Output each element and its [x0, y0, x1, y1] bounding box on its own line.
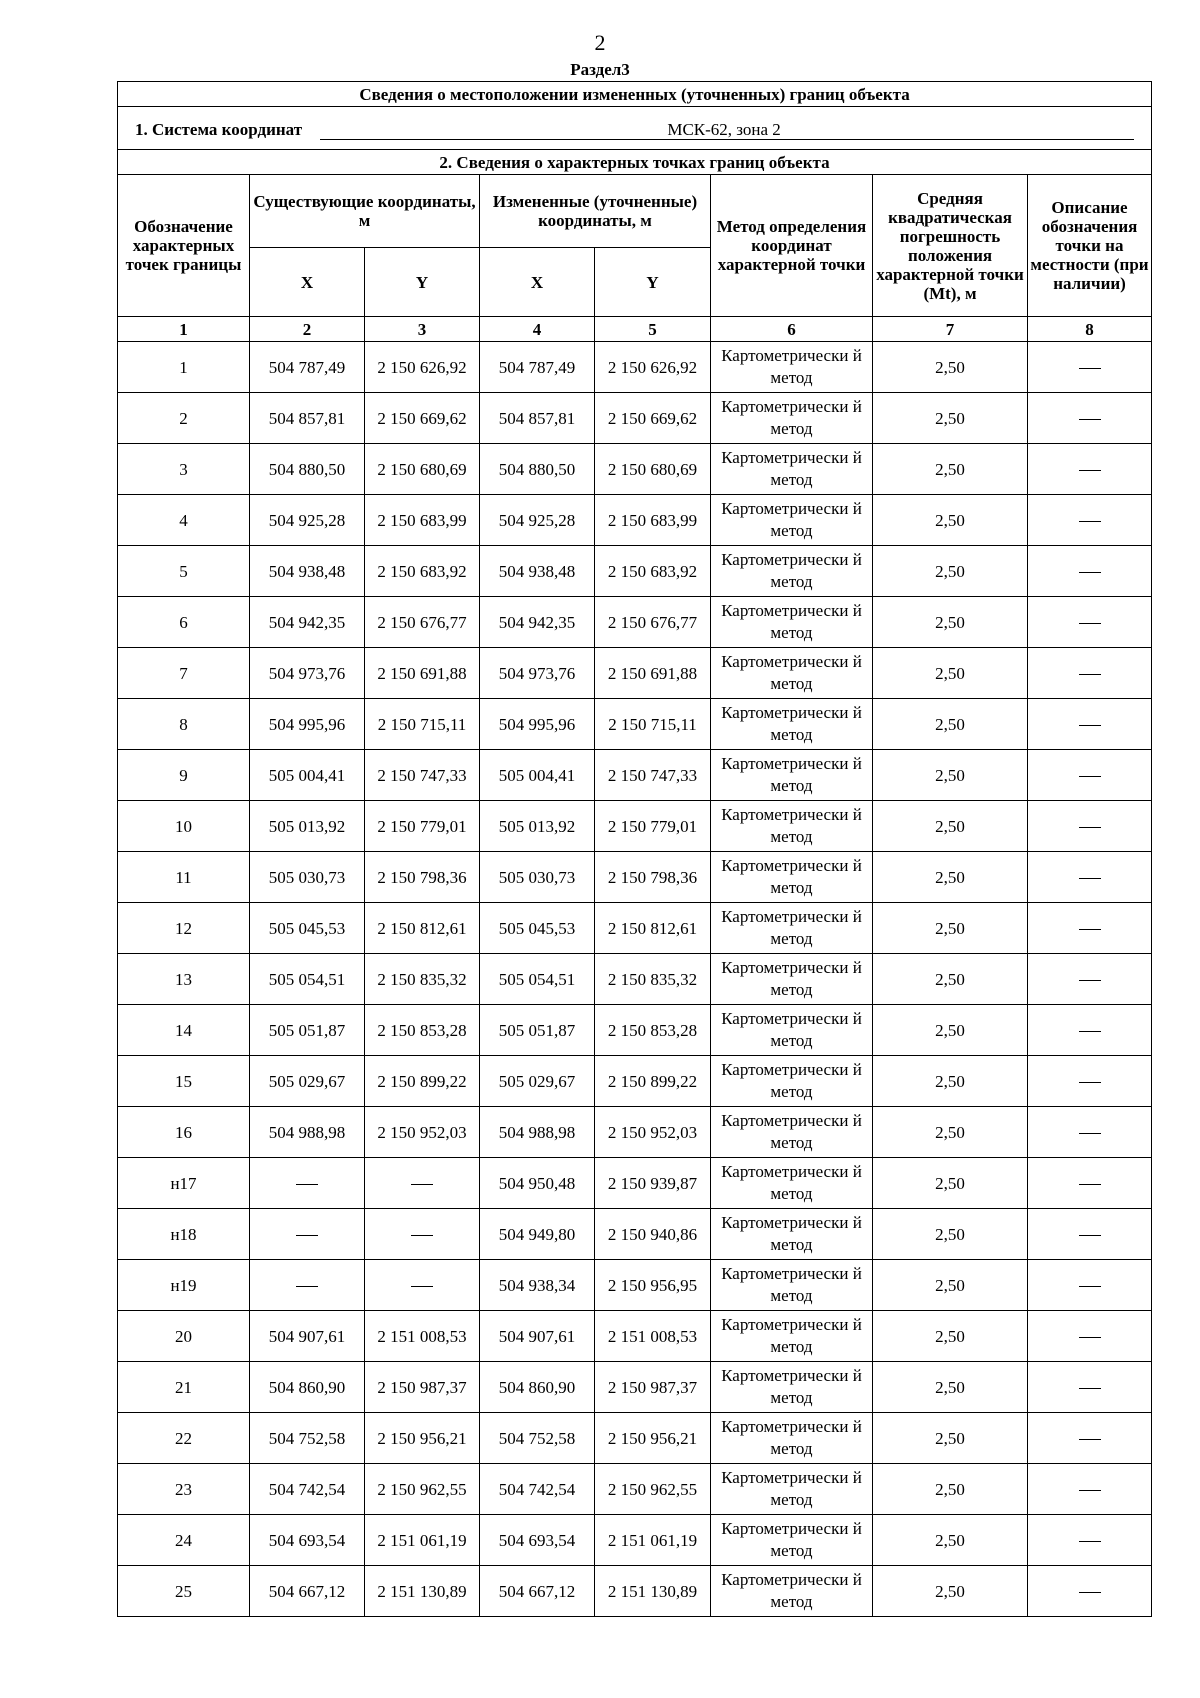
header-existing-x: X: [250, 248, 365, 317]
cell-error: 2,50: [873, 1515, 1028, 1566]
cell-point: 20: [118, 1311, 250, 1362]
cell-point: 1: [118, 342, 250, 393]
cell-method: Картометрически й метод: [711, 495, 873, 546]
empty-dash: [1079, 878, 1101, 879]
cell-existing-x: 504 942,35: [250, 597, 365, 648]
cell-changed-y: 2 150 680,69: [595, 444, 711, 495]
cell-method: Картометрически й метод: [711, 1107, 873, 1158]
cell-changed-y: 2 150 683,99: [595, 495, 711, 546]
cell-existing-y: 2 150 626,92: [365, 342, 480, 393]
table-row: [118, 1005, 1152, 1056]
header-method: Метод определения координат характерной точки: [711, 175, 873, 317]
boundary-points-table: [117, 81, 1152, 1617]
table-row: [118, 1158, 1152, 1209]
cell-changed-x: 504 860,90: [480, 1362, 595, 1413]
table-row: [118, 444, 1152, 495]
cell-existing-y: [365, 1209, 480, 1260]
cell-description: [1028, 393, 1152, 444]
points-title: 2. Сведения о характерных точках границ объекта: [118, 150, 1152, 175]
cell-existing-x: 504 667,12: [250, 1566, 365, 1617]
cell-changed-x: 504 950,48: [480, 1158, 595, 1209]
column-number: 1: [118, 317, 250, 342]
cell-point: 21: [118, 1362, 250, 1413]
cell-changed-y: 2 151 061,19: [595, 1515, 711, 1566]
cell-changed-x: 504 938,48: [480, 546, 595, 597]
cell-existing-x: 504 995,96: [250, 699, 365, 750]
cell-existing-y: 2 150 899,22: [365, 1056, 480, 1107]
empty-dash: [1079, 1592, 1101, 1593]
empty-dash: [1079, 827, 1101, 828]
cell-description: [1028, 444, 1152, 495]
cell-method: Картометрически й метод: [711, 1413, 873, 1464]
empty-dash: [1079, 1235, 1101, 1236]
cell-changed-x: 504 857,81: [480, 393, 595, 444]
cell-existing-y: 2 151 008,53: [365, 1311, 480, 1362]
empty-dash: [296, 1184, 318, 1185]
cell-method: Картометрически й метод: [711, 1515, 873, 1566]
empty-dash: [1079, 1031, 1101, 1032]
cell-error: 2,50: [873, 495, 1028, 546]
cell-changed-y: 2 150 956,21: [595, 1413, 711, 1464]
cell-changed-x: 505 029,67: [480, 1056, 595, 1107]
cell-existing-y: 2 150 835,32: [365, 954, 480, 1005]
cell-existing-x: 504 925,28: [250, 495, 365, 546]
table-row: [118, 750, 1152, 801]
cell-existing-x: 505 004,41: [250, 750, 365, 801]
column-number: 6: [711, 317, 873, 342]
cell-point: н19: [118, 1260, 250, 1311]
cell-description: [1028, 1158, 1152, 1209]
cell-existing-y: 2 150 683,99: [365, 495, 480, 546]
cell-description: [1028, 1260, 1152, 1311]
empty-dash: [1079, 674, 1101, 675]
cell-point: 10: [118, 801, 250, 852]
table-row: [118, 1209, 1152, 1260]
table-row: [118, 495, 1152, 546]
empty-dash: [1079, 1337, 1101, 1338]
cell-method: Картометрически й метод: [711, 1362, 873, 1413]
header-description: Описание обозначения точки на местности (при наличии): [1028, 175, 1152, 317]
cell-error: 2,50: [873, 648, 1028, 699]
cell-point: н18: [118, 1209, 250, 1260]
cell-changed-x: 504 949,80: [480, 1209, 595, 1260]
empty-dash: [1079, 623, 1101, 624]
cell-method: Картометрически й метод: [711, 852, 873, 903]
cell-existing-x: 504 907,61: [250, 1311, 365, 1362]
cell-description: [1028, 546, 1152, 597]
column-number: 8: [1028, 317, 1152, 342]
cell-changed-x: 504 988,98: [480, 1107, 595, 1158]
empty-dash: [1079, 368, 1101, 369]
cell-error: 2,50: [873, 444, 1028, 495]
empty-dash: [1079, 521, 1101, 522]
cell-changed-y: 2 150 956,95: [595, 1260, 711, 1311]
cell-existing-x: 504 973,76: [250, 648, 365, 699]
cell-description: [1028, 1515, 1152, 1566]
cell-changed-y: 2 150 626,92: [595, 342, 711, 393]
cell-changed-y: 2 151 130,89: [595, 1566, 711, 1617]
table-row: [118, 1260, 1152, 1311]
cell-existing-x: [250, 1260, 365, 1311]
cell-existing-y: 2 150 680,69: [365, 444, 480, 495]
cell-changed-y: 2 150 899,22: [595, 1056, 711, 1107]
cell-error: 2,50: [873, 342, 1028, 393]
cell-changed-x: 504 925,28: [480, 495, 595, 546]
table-row: [118, 546, 1152, 597]
cell-changed-y: 2 150 779,01: [595, 801, 711, 852]
cell-error: 2,50: [873, 1311, 1028, 1362]
cell-description: [1028, 1209, 1152, 1260]
empty-dash: [1079, 929, 1101, 930]
cell-description: [1028, 954, 1152, 1005]
table-row: [118, 954, 1152, 1005]
cell-changed-x: 504 995,96: [480, 699, 595, 750]
header-existing-y: Y: [365, 248, 480, 317]
column-number: 7: [873, 317, 1028, 342]
section-title: Раздел3: [570, 60, 630, 79]
cell-description: [1028, 1413, 1152, 1464]
cell-changed-x: 505 030,73: [480, 852, 595, 903]
cell-error: 2,50: [873, 1362, 1028, 1413]
cell-existing-x: 505 054,51: [250, 954, 365, 1005]
cell-method: Картометрически й метод: [711, 1005, 873, 1056]
table-row: [118, 597, 1152, 648]
cell-changed-y: 2 151 008,53: [595, 1311, 711, 1362]
cell-point: 13: [118, 954, 250, 1005]
column-numbers-row: [118, 317, 1152, 342]
cell-existing-y: 2 150 676,77: [365, 597, 480, 648]
table-row: [118, 342, 1152, 393]
table-row: [118, 1413, 1152, 1464]
empty-dash: [1079, 725, 1101, 726]
cell-changed-y: 2 150 940,86: [595, 1209, 711, 1260]
cell-description: [1028, 699, 1152, 750]
table-row: [118, 903, 1152, 954]
coord-system-row: [118, 107, 1152, 150]
empty-dash: [411, 1235, 433, 1236]
cell-method: Картометрически й метод: [711, 801, 873, 852]
column-number: 4: [480, 317, 595, 342]
empty-dash: [296, 1235, 318, 1236]
cell-description: [1028, 1107, 1152, 1158]
cell-existing-x: 504 787,49: [250, 342, 365, 393]
cell-existing-y: 2 150 952,03: [365, 1107, 480, 1158]
empty-dash: [1079, 419, 1101, 420]
cell-method: Картометрически й метод: [711, 1209, 873, 1260]
cell-changed-y: 2 150 835,32: [595, 954, 711, 1005]
cell-existing-x: [250, 1209, 365, 1260]
cell-method: Картометрически й метод: [711, 546, 873, 597]
cell-error: 2,50: [873, 954, 1028, 1005]
cell-changed-y: 2 150 952,03: [595, 1107, 711, 1158]
cell-existing-x: 504 860,90: [250, 1362, 365, 1413]
cell-point: 2: [118, 393, 250, 444]
empty-dash: [1079, 470, 1101, 471]
cell-description: [1028, 1005, 1152, 1056]
cell-changed-x: 504 742,54: [480, 1464, 595, 1515]
cell-error: 2,50: [873, 699, 1028, 750]
cell-existing-y: 2 150 669,62: [365, 393, 480, 444]
cell-existing-x: 504 742,54: [250, 1464, 365, 1515]
cell-existing-y: 2 150 691,88: [365, 648, 480, 699]
cell-existing-y: 2 151 130,89: [365, 1566, 480, 1617]
cell-point: 16: [118, 1107, 250, 1158]
cell-error: 2,50: [873, 750, 1028, 801]
cell-method: Картометрически й метод: [711, 954, 873, 1005]
cell-description: [1028, 1311, 1152, 1362]
cell-description: [1028, 648, 1152, 699]
cell-changed-x: 504 942,35: [480, 597, 595, 648]
cell-changed-x: 505 004,41: [480, 750, 595, 801]
cell-changed-x: 504 667,12: [480, 1566, 595, 1617]
cell-point: 25: [118, 1566, 250, 1617]
cell-changed-x: 505 054,51: [480, 954, 595, 1005]
column-number: 3: [365, 317, 480, 342]
cell-existing-y: [365, 1158, 480, 1209]
cell-changed-x: 504 938,34: [480, 1260, 595, 1311]
cell-method: Картометрически й метод: [711, 444, 873, 495]
table-row: [118, 1362, 1152, 1413]
cell-description: [1028, 852, 1152, 903]
cell-method: Картометрически й метод: [711, 342, 873, 393]
header-changed-coords: Измененные (уточненные) координаты, м: [480, 175, 711, 248]
cell-point: 9: [118, 750, 250, 801]
table-row: [118, 1515, 1152, 1566]
cell-changed-x: 505 013,92: [480, 801, 595, 852]
cell-existing-x: 504 693,54: [250, 1515, 365, 1566]
cell-method: Картометрически й метод: [711, 1260, 873, 1311]
table-row: [118, 393, 1152, 444]
cell-error: 2,50: [873, 1005, 1028, 1056]
empty-dash: [296, 1286, 318, 1287]
cell-description: [1028, 495, 1152, 546]
empty-dash: [1079, 1082, 1101, 1083]
empty-dash: [1079, 980, 1101, 981]
cell-method: Картометрически й метод: [711, 597, 873, 648]
cell-changed-y: 2 150 798,36: [595, 852, 711, 903]
table-row: [118, 1566, 1152, 1617]
cell-method: Картометрически й метод: [711, 1158, 873, 1209]
cell-description: [1028, 750, 1152, 801]
cell-changed-y: 2 150 676,77: [595, 597, 711, 648]
page-number: 2: [594, 30, 606, 55]
table-title: Сведения о местоположении измененных (уточненных) границ объекта: [118, 82, 1152, 107]
cell-existing-x: 505 013,92: [250, 801, 365, 852]
cell-error: 2,50: [873, 1566, 1028, 1617]
cell-existing-y: [365, 1260, 480, 1311]
cell-changed-x: 504 907,61: [480, 1311, 595, 1362]
coord-system-value: МСК-62, зона 2: [320, 116, 1134, 140]
cell-point: 4: [118, 495, 250, 546]
cell-point: н17: [118, 1158, 250, 1209]
cell-changed-x: 504 752,58: [480, 1413, 595, 1464]
cell-description: [1028, 342, 1152, 393]
cell-changed-x: 505 051,87: [480, 1005, 595, 1056]
cell-changed-y: 2 150 853,28: [595, 1005, 711, 1056]
header-designation: Обозначение характерных точек границы: [118, 175, 250, 317]
cell-changed-y: 2 150 939,87: [595, 1158, 711, 1209]
cell-method: Картометрически й метод: [711, 1464, 873, 1515]
table-row: [118, 1311, 1152, 1362]
table-row: [118, 699, 1152, 750]
cell-existing-x: 505 030,73: [250, 852, 365, 903]
cell-error: 2,50: [873, 1260, 1028, 1311]
header-existing-coords: Существующие координаты, м: [250, 175, 480, 248]
empty-dash: [411, 1286, 433, 1287]
cell-existing-y: 2 150 715,11: [365, 699, 480, 750]
cell-point: 6: [118, 597, 250, 648]
cell-error: 2,50: [873, 852, 1028, 903]
cell-description: [1028, 597, 1152, 648]
cell-method: Картометрически й метод: [711, 1311, 873, 1362]
cell-error: 2,50: [873, 1464, 1028, 1515]
cell-error: 2,50: [873, 1056, 1028, 1107]
cell-point: 7: [118, 648, 250, 699]
empty-dash: [1079, 1184, 1101, 1185]
cell-method: Картометрически й метод: [711, 1056, 873, 1107]
cell-changed-x: 504 880,50: [480, 444, 595, 495]
cell-existing-x: 505 045,53: [250, 903, 365, 954]
cell-point: 24: [118, 1515, 250, 1566]
cell-method: Картометрически й метод: [711, 750, 873, 801]
cell-method: Картометрически й метод: [711, 903, 873, 954]
cell-error: 2,50: [873, 801, 1028, 852]
cell-existing-x: 504 857,81: [250, 393, 365, 444]
column-number: 5: [595, 317, 711, 342]
column-number: 2: [250, 317, 365, 342]
cell-description: [1028, 903, 1152, 954]
cell-error: 2,50: [873, 1158, 1028, 1209]
cell-error: 2,50: [873, 546, 1028, 597]
cell-existing-y: 2 151 061,19: [365, 1515, 480, 1566]
empty-dash: [1079, 1388, 1101, 1389]
header-changed-y: Y: [595, 248, 711, 317]
cell-point: 5: [118, 546, 250, 597]
table-row: [118, 801, 1152, 852]
cell-changed-y: 2 150 747,33: [595, 750, 711, 801]
cell-method: Картометрически й метод: [711, 1566, 873, 1617]
cell-point: 14: [118, 1005, 250, 1056]
cell-changed-y: 2 150 669,62: [595, 393, 711, 444]
cell-existing-x: 504 880,50: [250, 444, 365, 495]
cell-point: 12: [118, 903, 250, 954]
cell-error: 2,50: [873, 1107, 1028, 1158]
empty-dash: [1079, 572, 1101, 573]
cell-existing-x: 504 938,48: [250, 546, 365, 597]
cell-changed-y: 2 150 962,55: [595, 1464, 711, 1515]
cell-changed-x: 504 693,54: [480, 1515, 595, 1566]
empty-dash: [1079, 776, 1101, 777]
cell-changed-y: 2 150 987,37: [595, 1362, 711, 1413]
cell-point: 22: [118, 1413, 250, 1464]
empty-dash: [1079, 1133, 1101, 1134]
table-row: [118, 1056, 1152, 1107]
cell-changed-y: 2 150 715,11: [595, 699, 711, 750]
header-changed-x: X: [480, 248, 595, 317]
cell-error: 2,50: [873, 393, 1028, 444]
cell-changed-x: 504 787,49: [480, 342, 595, 393]
cell-existing-y: 2 150 683,92: [365, 546, 480, 597]
empty-dash: [1079, 1541, 1101, 1542]
cell-description: [1028, 1362, 1152, 1413]
cell-changed-x: 505 045,53: [480, 903, 595, 954]
cell-description: [1028, 1566, 1152, 1617]
cell-existing-y: 2 150 812,61: [365, 903, 480, 954]
cell-method: Картометрически й метод: [711, 393, 873, 444]
cell-point: 15: [118, 1056, 250, 1107]
cell-existing-x: 504 988,98: [250, 1107, 365, 1158]
cell-existing-y: 2 150 747,33: [365, 750, 480, 801]
table-row: [118, 1107, 1152, 1158]
cell-changed-x: 504 973,76: [480, 648, 595, 699]
empty-dash: [411, 1184, 433, 1185]
cell-existing-x: 505 051,87: [250, 1005, 365, 1056]
cell-existing-y: 2 150 853,28: [365, 1005, 480, 1056]
table-row: [118, 852, 1152, 903]
cell-changed-y: 2 150 691,88: [595, 648, 711, 699]
cell-existing-y: 2 150 956,21: [365, 1413, 480, 1464]
coord-system-label: 1. Система координат: [134, 120, 303, 139]
cell-existing-y: 2 150 798,36: [365, 852, 480, 903]
cell-existing-x: 505 029,67: [250, 1056, 365, 1107]
header-error: Средняя квадратическая погрешность положения характерной точки (Mt), м: [873, 175, 1028, 317]
cell-error: 2,50: [873, 1413, 1028, 1464]
cell-description: [1028, 801, 1152, 852]
cell-point: 8: [118, 699, 250, 750]
empty-dash: [1079, 1286, 1101, 1287]
cell-point: 23: [118, 1464, 250, 1515]
cell-existing-x: [250, 1158, 365, 1209]
cell-existing-y: 2 150 962,55: [365, 1464, 480, 1515]
cell-changed-y: 2 150 812,61: [595, 903, 711, 954]
empty-dash: [1079, 1439, 1101, 1440]
cell-error: 2,50: [873, 597, 1028, 648]
cell-existing-y: 2 150 987,37: [365, 1362, 480, 1413]
cell-point: 11: [118, 852, 250, 903]
cell-point: 3: [118, 444, 250, 495]
cell-method: Картометрически й метод: [711, 648, 873, 699]
cell-description: [1028, 1056, 1152, 1107]
cell-method: Картометрически й метод: [711, 699, 873, 750]
cell-error: 2,50: [873, 903, 1028, 954]
cell-error: 2,50: [873, 1209, 1028, 1260]
cell-existing-y: 2 150 779,01: [365, 801, 480, 852]
cell-description: [1028, 1464, 1152, 1515]
empty-dash: [1079, 1490, 1101, 1491]
table-row: [118, 1464, 1152, 1515]
table-row: [118, 648, 1152, 699]
cell-existing-x: 504 752,58: [250, 1413, 365, 1464]
cell-changed-y: 2 150 683,92: [595, 546, 711, 597]
